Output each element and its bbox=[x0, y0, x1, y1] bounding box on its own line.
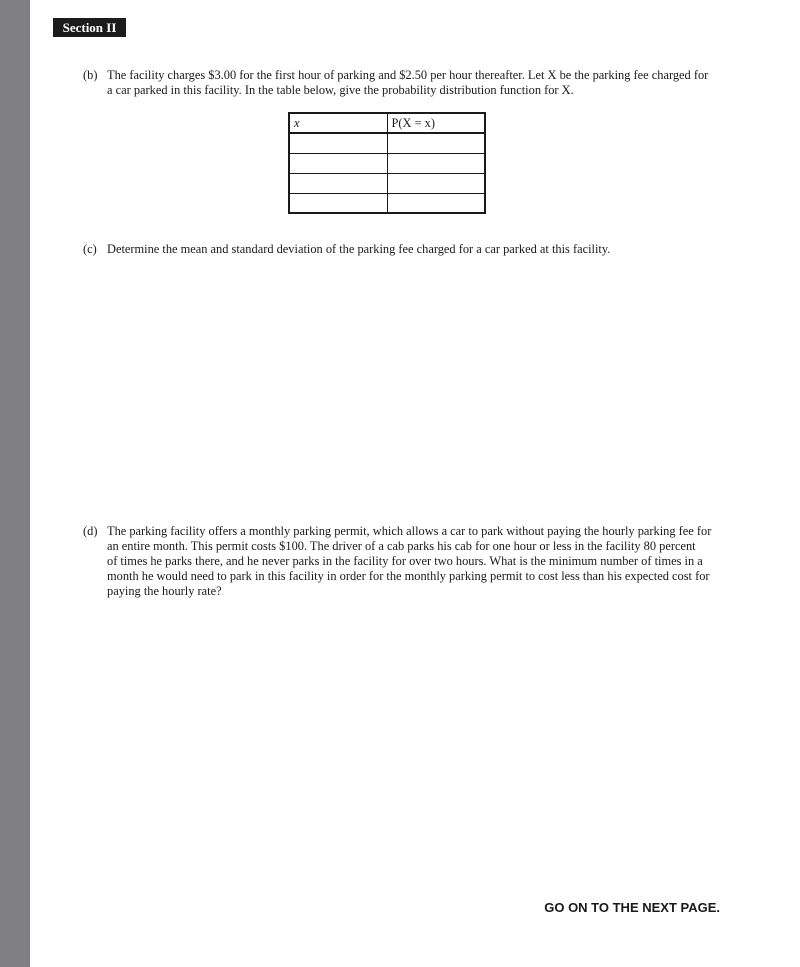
table-row bbox=[289, 193, 485, 213]
question-text-line: The parking facility offers a monthly parking permit, which allows a car to park without paying the hourly parking fee for bbox=[107, 524, 712, 538]
table-cell[interactable] bbox=[289, 193, 387, 213]
question-label: (c) bbox=[83, 242, 97, 256]
question-text-line: The facility charges $3.00 for the first hour of parking and $2.50 per hour thereafter. Let X be the parking fee charged for bbox=[107, 68, 709, 82]
table-cell[interactable] bbox=[289, 133, 387, 153]
column-header-x: x bbox=[289, 113, 387, 133]
question-text-line: an entire month. This permit costs $100. The driver of a cab parks his cab for one hour or less in the facility 80 percent bbox=[107, 539, 696, 553]
table-cell[interactable] bbox=[289, 153, 387, 173]
page-margin-bar bbox=[0, 0, 30, 967]
table-header-row bbox=[289, 113, 485, 133]
question-text-line: of times he parks there, and he never parks in the facility for over two hours. What is the minimum number of times in a bbox=[107, 554, 703, 568]
probability-distribution-table bbox=[288, 112, 486, 214]
section-badge: Section II bbox=[53, 18, 126, 37]
question-text-line: paying the hourly rate? bbox=[107, 584, 222, 598]
question-text-line: a car parked in this facility. In the table below, give the probability distribution function for X. bbox=[107, 83, 574, 97]
next-page-notice: GO ON TO THE NEXT PAGE. bbox=[544, 900, 720, 915]
question-label: (d) bbox=[83, 524, 98, 538]
table-cell[interactable] bbox=[387, 153, 485, 173]
table-row bbox=[289, 153, 485, 173]
table-cell[interactable] bbox=[387, 173, 485, 193]
table-cell[interactable] bbox=[289, 173, 387, 193]
question-label: (b) bbox=[83, 68, 98, 82]
table-cell[interactable] bbox=[387, 193, 485, 213]
question-text-line: Determine the mean and standard deviation of the parking fee charged for a car parked at this facility. bbox=[107, 242, 611, 256]
table-row bbox=[289, 173, 485, 193]
column-header-probability: P(X = x) bbox=[387, 113, 485, 133]
table-cell[interactable] bbox=[387, 133, 485, 153]
question-text-line: month he would need to park in this facility in order for the monthly parking permit to cost less than his expected cost for bbox=[107, 569, 710, 583]
table-row bbox=[289, 133, 485, 153]
